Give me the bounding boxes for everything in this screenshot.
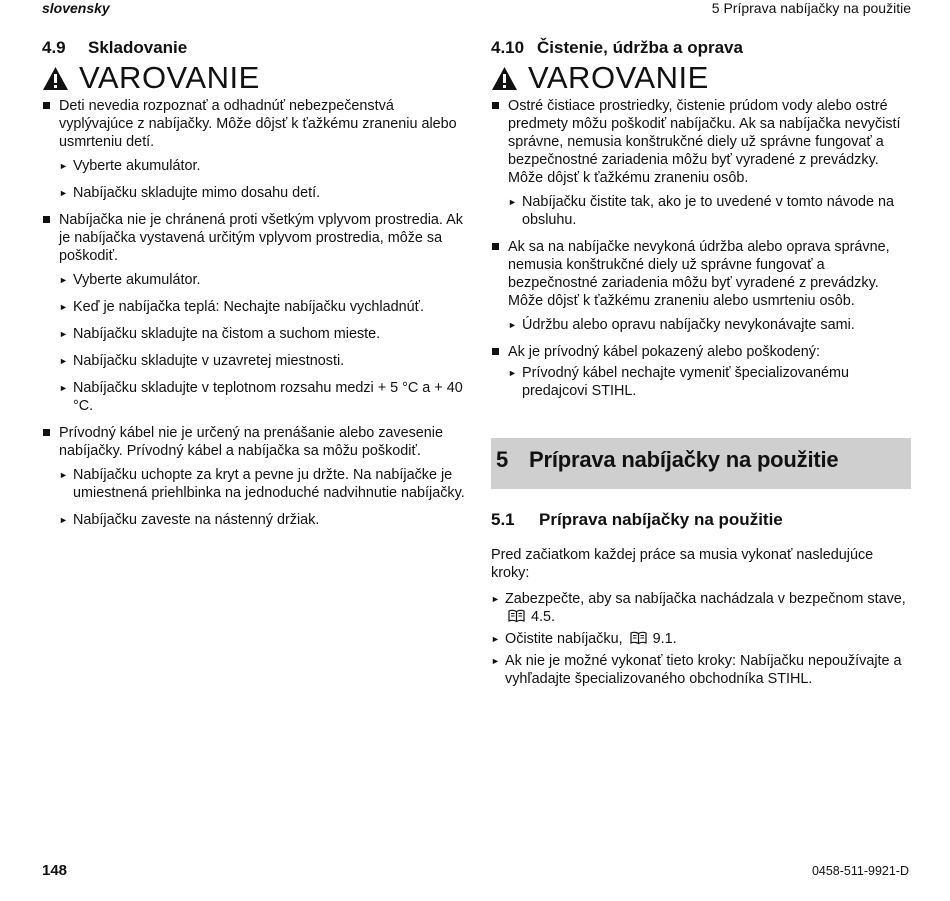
hazard-item (491, 343, 911, 400)
step-item: ► Nabíjačku skladujte v uzavretej miestnosti. (59, 352, 466, 370)
hazard-item (42, 211, 466, 415)
hazard-text: Ak sa na nabíjačke nevykoná údržba alebo oprava správne, nemusia konštrukčné diely už správne fungovať a bezpečnostné zariadenia môžu byť vyradené z prevádzky. Môže dôjsť k ťažkému zraneniu alebo usmrteniu osôb. (508, 239, 890, 309)
hazard-item (491, 238, 911, 334)
step-item: ► Keď je nabíjačka teplá: Nechajte nabíjačku vychladnúť. (59, 298, 466, 316)
warning-banner (42, 61, 466, 95)
step-list (59, 271, 466, 415)
book-icon (630, 631, 647, 645)
warning-triangle-icon (491, 66, 518, 91)
section-title: Čistenie, údržba a oprava (537, 38, 743, 57)
step-list (508, 364, 911, 400)
section-number: 4.9 (42, 38, 66, 57)
subsection-5-1 (491, 510, 911, 692)
chapter-title-text: Príprava nabíjačky na použitie (529, 447, 839, 472)
step-list (59, 157, 466, 202)
subsection-number: 5.1 (491, 510, 515, 529)
header-language: slovensky (42, 0, 110, 16)
header-chapter-ref: 5 Príprava nabíjačky na použitie (711, 0, 911, 16)
chapter-number: 5 (496, 447, 509, 472)
step-item: ► Ak nie je možné vykonať tieto kroky: Nabíjačku nepoužívajte a vyhľadajte špecializovaného obchodníka STIHL. (491, 652, 911, 688)
chapter-heading-bar (491, 438, 911, 489)
section-heading-4-9 (42, 38, 466, 58)
right-column (491, 38, 911, 409)
step-list (508, 316, 911, 334)
hazard-text: Ostré čistiace prostriedky, čistenie prúdom vody alebo ostré predmety môžu poškodiť nabíjačku. Ak sa nabíjačka nevyčistí správne, nemusia konštrukčné diely už správne fungovať a bezpečnostné zariadenia môžu byť vyradené z prevádzky. Môže dôjsť k ťažkému zraneniu osôb. (508, 98, 901, 186)
chapter-title (496, 447, 838, 473)
book-icon (508, 609, 525, 623)
step-item: ► Prívodný kábel nechajte vymeniť špecializovanému predajcovi STIHL. (508, 364, 911, 400)
step-item: ► Vyberte akumulátor. (59, 157, 466, 175)
subsection-intro: Pred začiatkom každej práce sa musia vykonať nasledujúce kroky: (491, 547, 874, 581)
step-item: ► Nabíjačku skladujte v teplotnom rozsahu medzi + 5 °C a + 40 °C. (59, 379, 466, 415)
hazard-text: Prívodný kábel nie je určený na prenášanie alebo zavesenie nabíjačky. Prívodný kábel a nabíjačka sa môžu poškodiť. (59, 425, 444, 459)
left-column (42, 38, 466, 538)
hazard-item (42, 97, 466, 202)
manual-reference[interactable]: 4.5. (531, 609, 556, 625)
step-item: ► Nabíjačku zaveste na nástenný držiak. (59, 511, 466, 529)
manual-reference[interactable]: 9.1. (652, 631, 677, 647)
step-item: ► Nabíjačku čistite tak, ako je to uvedené v tomto návode na obsluhu. (508, 193, 911, 229)
step-item: ► Údržbu alebo opravu nabíjačky nevykonávajte sami. (508, 316, 911, 334)
section-heading-4-10 (491, 38, 911, 58)
section-number: 4.10 (491, 38, 525, 57)
step-item: ► Nabíjačku uchopte za kryt a pevne ju držte. Na nabíjačke je umiestnená priehlbinka na jednoduché nadvihnutie nabíjačky. (59, 466, 466, 502)
step-item (491, 590, 911, 626)
section-title: Skladovanie (88, 38, 188, 57)
step-list (59, 466, 466, 529)
warning-word: VAROVANIE (528, 60, 709, 95)
warning-triangle-icon (42, 66, 69, 91)
hazard-text: Nabíjačka nie je chránená proti všetkým vplyvom prostredia. Ak je nabíjačka vystavená určitým vplyvom prostredia, môže sa poškodiť. (59, 212, 463, 264)
step-text: Očistite nabíjačku, (505, 631, 623, 647)
page-number: 148 (42, 862, 68, 879)
step-item: ► Nabíjačku skladujte na čistom a suchom mieste. (59, 325, 466, 343)
step-text: Zabezpečte, aby sa nabíjačka nachádzala v bezpečnom stave, (505, 591, 906, 607)
subsection-title: Príprava nabíjačky na použitie (539, 510, 783, 529)
hazard-item (491, 97, 911, 229)
step-list (508, 193, 911, 229)
hazard-text: Ak je prívodný kábel pokazený alebo poškodený: (508, 344, 820, 360)
subsection-heading (491, 510, 911, 530)
step-item: ► Nabíjačku skladujte mimo dosahu detí. (59, 184, 466, 202)
step-item: ► Vyberte akumulátor. (59, 271, 466, 289)
step-list (491, 590, 911, 688)
hazard-item (42, 424, 466, 529)
hazard-text: Deti nevedia rozpoznať a odhadnúť nebezpečenstvá vyplývajúce z nabíjačky. Môže dôjsť k ťažkému zraneniu alebo usmrteniu detí. (59, 98, 457, 150)
step-item (491, 630, 911, 648)
warning-banner (491, 61, 911, 95)
warning-word: VAROVANIE (79, 60, 260, 95)
document-code: 0458-511-9921-D (811, 864, 909, 878)
